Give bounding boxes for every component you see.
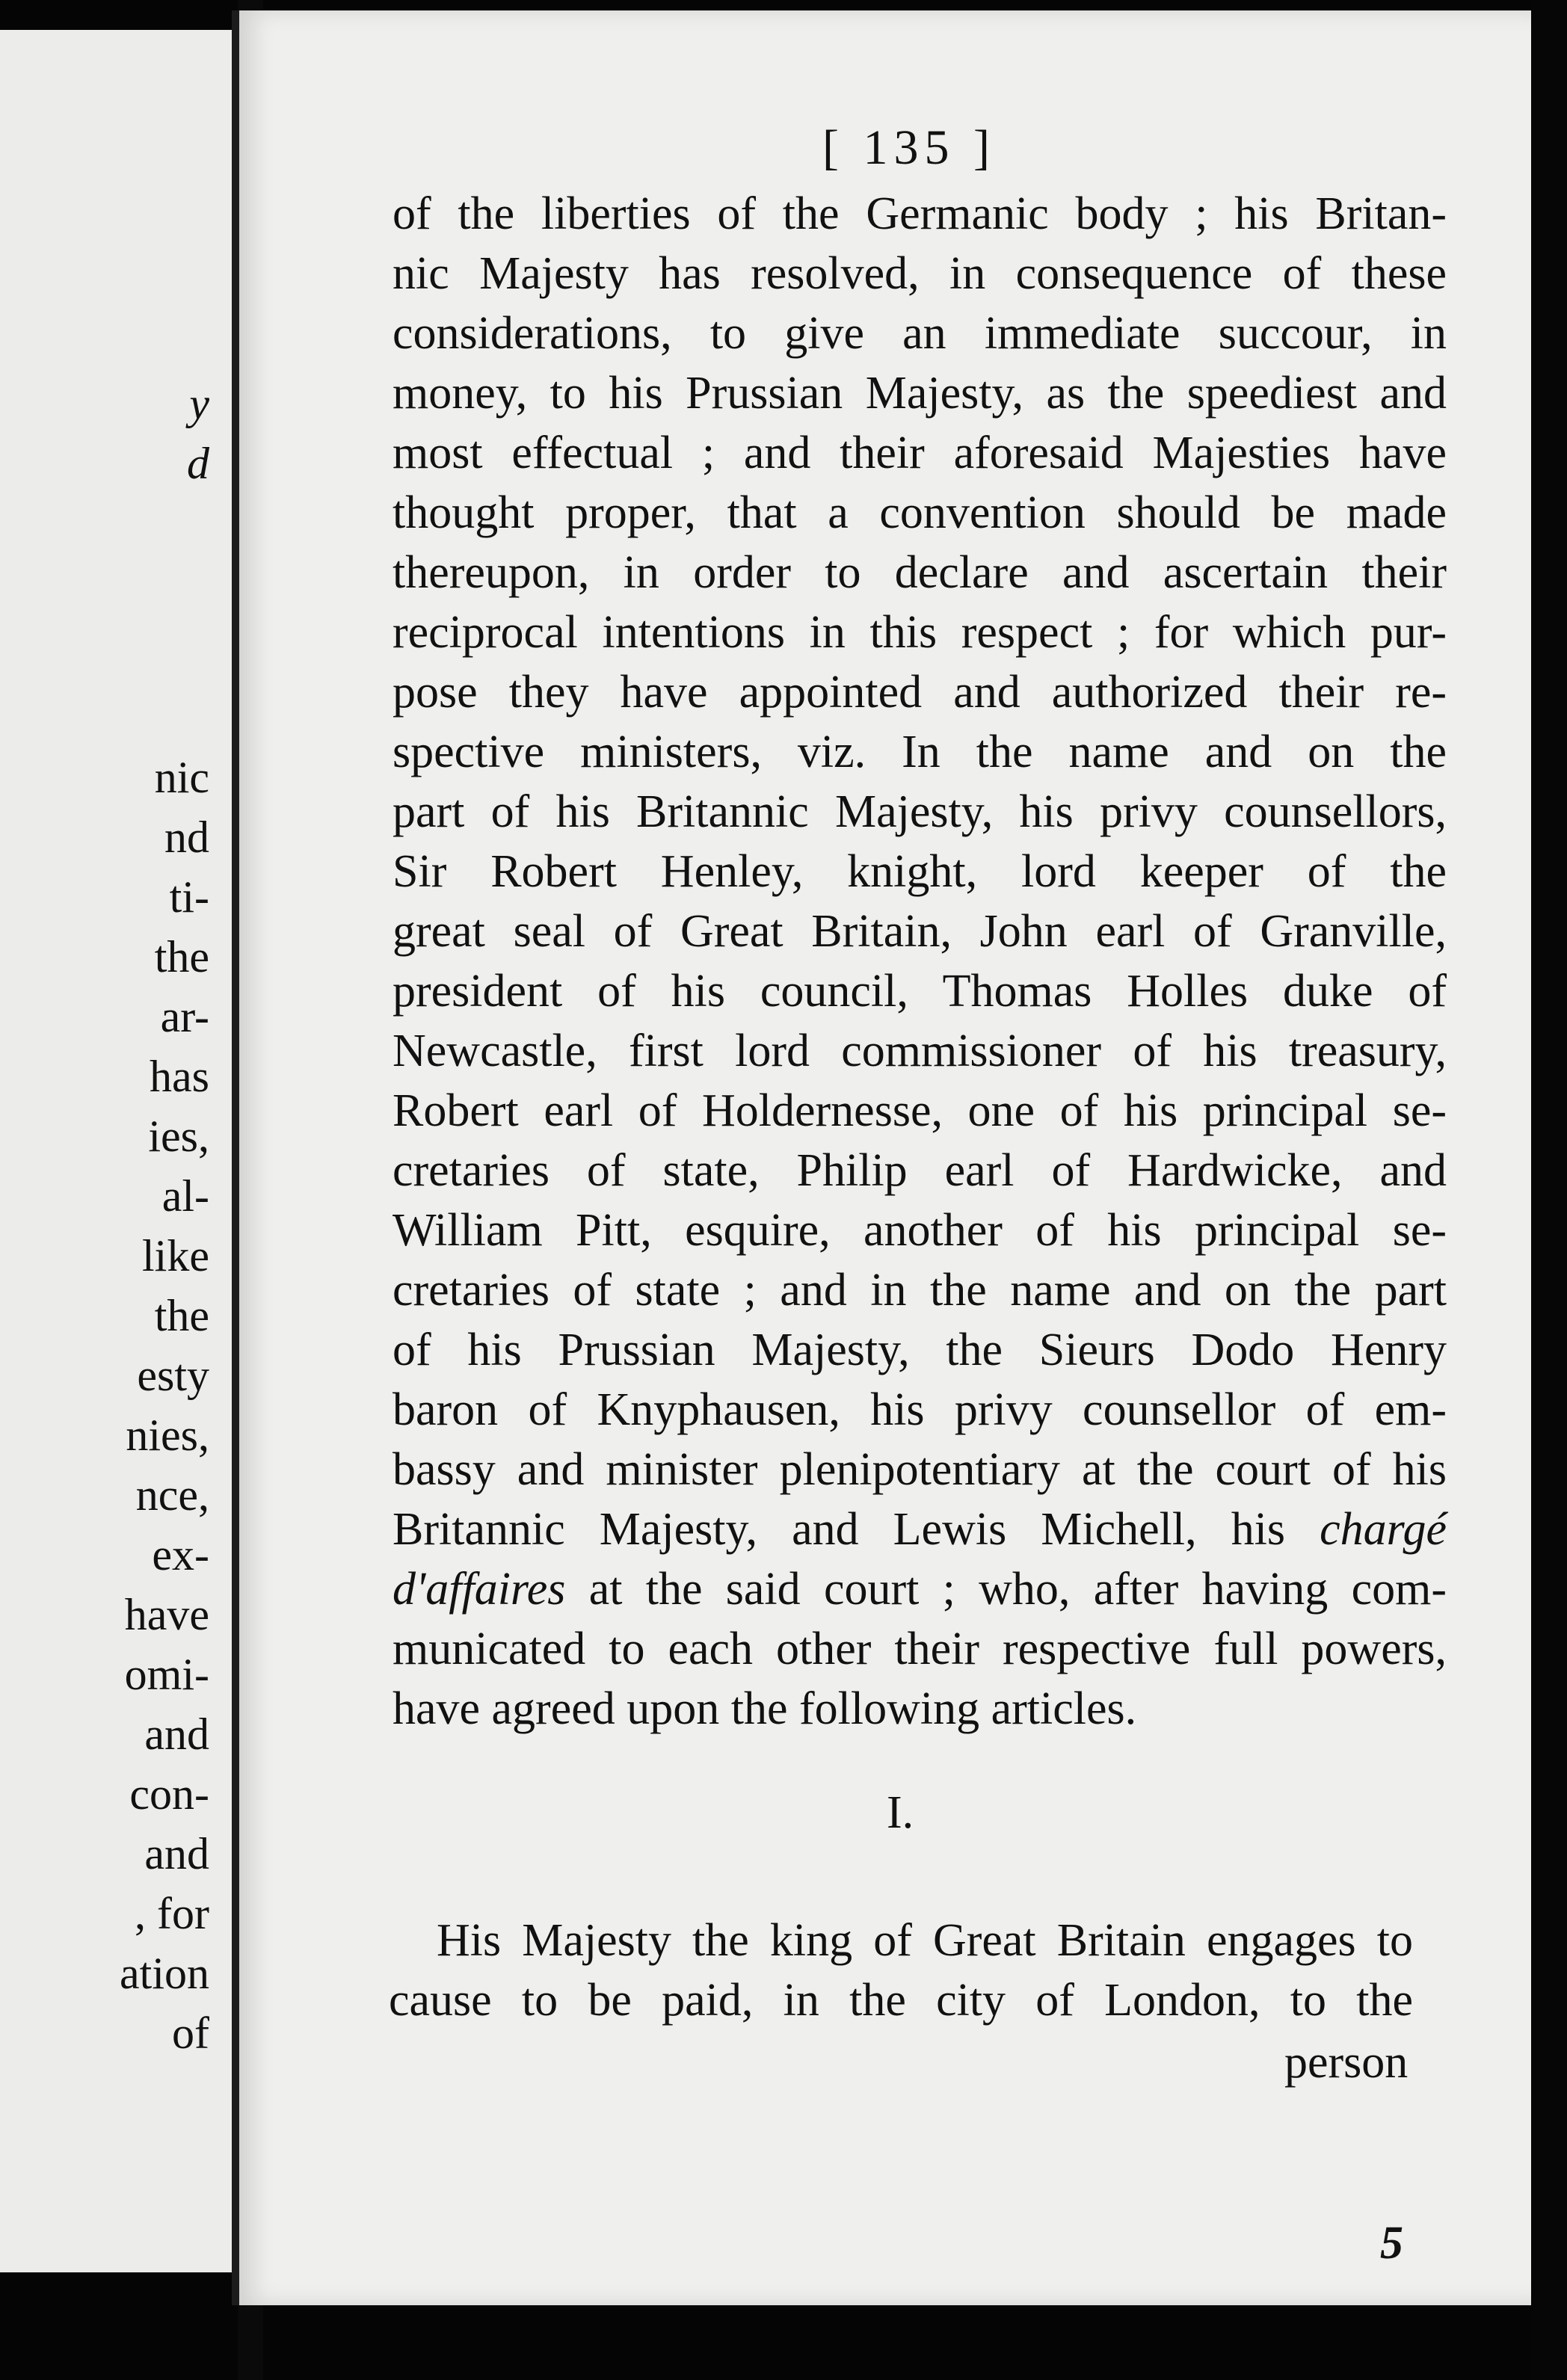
facing-page-fragment: and [144,1710,209,1759]
article-number: I. [887,1787,914,1838]
facing-page-fragment: the [154,932,209,981]
text-line: spective ministers, viz. In the name and on the [392,727,1447,777]
facing-page-fragment: the [154,1291,209,1340]
text-line: most effectual ; and their aforesaid Majesties have [392,428,1447,478]
text-line: Sir Robert Henley, knight, lord keeper of the [392,846,1447,897]
text-line: baron of Knyphausen, his privy counsellor of em- [392,1384,1447,1435]
text-line: His Majesty the king of Great Britain engages to [437,1915,1413,1966]
facing-page-fragment: y [189,379,209,428]
text-line: thereupon, in order to declare and ascertain their [392,547,1447,598]
facing-page-fragment: like [142,1231,209,1280]
facing-page-fragment: ar- [160,992,209,1041]
facing-page-left [0,30,242,2272]
text-line [392,1559,1447,1619]
text-line: of his Prussian Majesty, the Sieurs Dodo Henry [392,1325,1447,1375]
text-segment: at the said court ; who, after having com- [588,1564,1447,1615]
text-line: part of his Britannic Majesty, his privy counsellors, [392,786,1447,837]
text-line [392,1499,1447,1559]
catchword: person [1284,2037,1409,2088]
facing-page-fragment: nce, [135,1470,209,1520]
facing-page-fragment: ex- [152,1530,209,1579]
facing-page-fragment: esty [137,1351,209,1400]
text-line: cretaries of state, Philip earl of Hardwicke, and [392,1145,1447,1196]
page-edge-right [1531,0,1567,2380]
facing-page-fragment: omi- [124,1650,209,1699]
text-line: William Pitt, esquire, another of his principal se- [392,1205,1447,1256]
text-line: reciprocal intentions in this respect ; for which pur- [392,607,1447,658]
body-text [392,184,1447,1739]
facing-page-fragment: al- [161,1171,209,1221]
facing-page-fragment: has [150,1052,209,1101]
article-text [389,1911,1413,2030]
facing-page-fragment: have [124,1590,209,1639]
facing-page-fragment: ti- [169,872,209,922]
text-line: of the liberties of the Germanic body ; his Britan- [392,188,1447,239]
text-line: Newcastle, first lord commissioner of his treasury, [392,1026,1447,1076]
signature-mark: 5 [1380,2218,1403,2269]
text-line: nic Majesty has resolved, in consequence of these [392,248,1447,299]
page-number-head: [ 135 ] [822,120,996,175]
facing-page-fragment: of [172,2008,209,2058]
facing-page-fragment: and [144,1829,209,1878]
text-line: Robert earl of Holdernesse, one of his principal se- [392,1085,1447,1136]
text-line: thought proper, that a convention should be made [392,487,1447,538]
text-line: great seal of Great Britain, John earl of Granville, [392,906,1447,957]
facing-page-fragment: con- [129,1769,209,1819]
facing-page-fragment: nic [154,753,209,802]
italic-word: chargé [1320,1504,1447,1555]
text-segment: Britannic Majesty, and Lewis Michell, his [392,1504,1286,1555]
text-line: have agreed upon the following articles. [392,1683,1137,1734]
text-line: bassy and minister plenipotentiary at the court of his [392,1444,1447,1495]
italic-word: d'affaires [392,1564,566,1615]
text-line: pose they have appointed and authorized their re- [392,667,1447,718]
text-line: cause to be paid, in the city of London, to the [389,1975,1413,2026]
facing-page-fragment: , for [135,1889,209,1938]
facing-page-fragment: ation [120,1949,209,1998]
text-line: municated to each other their respective full powers, [392,1624,1447,1674]
facing-page-fragment: nd [164,813,209,862]
text-line: money, to his Prussian Majesty, as the speediest and [392,368,1447,419]
text-line: cretaries of state ; and in the name and on the part [392,1265,1447,1316]
text-line: president of his council, Thomas Holles duke of [392,966,1447,1017]
facing-page-fragment: ies, [148,1112,209,1161]
facing-page-fragment: nies, [126,1411,209,1460]
text-line: considerations, to give an immediate succour, in [392,308,1447,359]
facing-page-fragment: d [187,439,209,488]
